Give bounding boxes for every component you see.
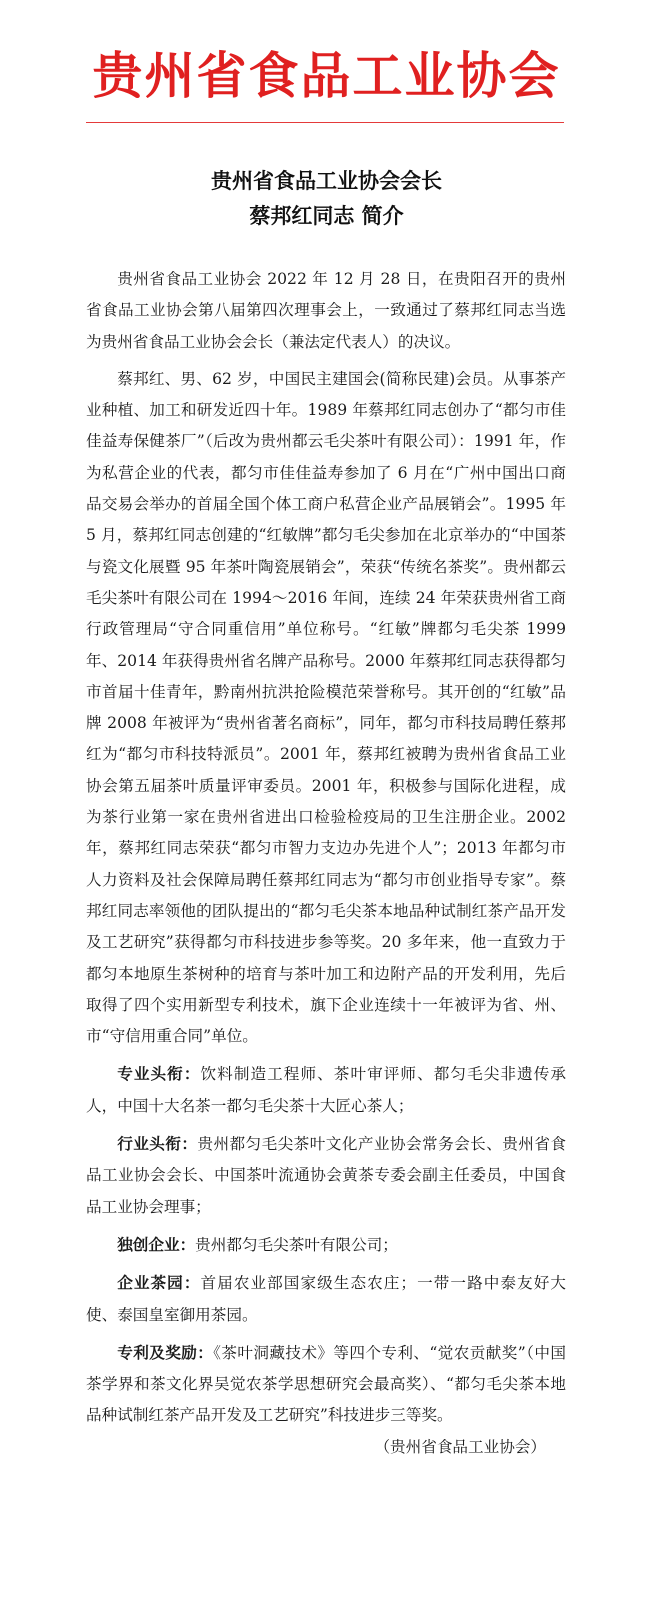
patents-awards-text: 《茶叶洞藏技术》等四个专利、“觉农贡献奖”（中国茶学界和茶文化界吴觉农茶学思想研究会最高奖）、“都匀毛尖茶本地品种试制红茶产品开发及工艺研究”科技进步三等奖。	[86, 1343, 566, 1425]
founded-enterprise-label: 独创企业：	[117, 1234, 196, 1254]
section-founded-enterprise	[86, 1229, 566, 1261]
section-industry-titles	[86, 1128, 566, 1223]
section-professional-titles	[86, 1058, 566, 1122]
industry-titles-text: 贵州都匀毛尖茶叶文化产业协会常务会长、贵州省食品工业协会会长、中国茶叶流通协会黄茶专委会副主任委员，中国食品工业协会理事；	[86, 1135, 566, 1216]
patents-awards-label: 专利及奖励：	[117, 1342, 214, 1362]
masthead-organization-name: 贵州省食品工业协会	[92, 47, 561, 105]
founded-enterprise-text: 贵州都匀毛尖茶叶有限公司；	[195, 1235, 398, 1254]
document-title-line-1: 贵州省食品工业协会会长	[211, 169, 442, 193]
paragraph-biography: 蔡邦红、男、62 岁，中国民主建国会(简称民建)会员。从事茶产业种植、加工和研发近四十年。1989 年蔡邦红同志创办了“都匀市佳佳益寿保健茶厂”（后改为贵州都云毛尖茶叶有限公司）：1991 年，作为私营企业的代表，都匀市佳佳益寿参加了 6 月在“广州中国出口商品交易会举办的首届全国个体工商户私营企业产品展销会”。1995 年 5 月，蔡邦红同志创建的“红敏牌”都匀毛尖参加在北京举办的“中国茶与瓷文化展暨 95 年茶叶陶瓷展销会”，荣获“传统名茶奖”。贵州都云毛尖茶叶有限公司在 1994～2016 年间，连续 24 年荣获贵州省工商行政管理局“守合同重信用”单位称号。“红敏”牌都匀毛尖茶 1999 年、2014 年获得贵州省名牌产品称号。2000 年蔡邦红同志获得都匀市首届十佳青年，黔南州抗洪抢险模范荣誉称号。其开创的“红敏”品牌 2008 年被评为“贵州省著名商标”，同年，都匀市科技局聘任蔡邦红为“都匀市科技特派员”。2001 年，蔡邦红被聘为贵州省食品工业协会第五届茶叶质量评审委员。2001 年，积极参与国际化进程，成为茶行业第一家在贵州省进出口检验检疫局的卫生注册企业。2002 年，蔡邦红同志荣获“都匀市智力支边办先进个人”；2013 年都匀市人力资料及社会保障局聘任蔡邦红同志为“都匀市创业指导专家”。蔡邦红同志率领他的团队提出的“都匀毛尖茶本地品种试制红茶产品开发及工艺研究”获得都匀市科技进步参等奖。20 多年来，他一直致力于都匀本地原生茶树种的培育与茶叶加工和边附产品的开发利用，先后取得了四个实用新型专利技术，旗下企业连续十一年被评为省、州、市“守信用重合同”单位。	[86, 369, 566, 1046]
professional-titles-label: 专业头衔：	[117, 1064, 201, 1084]
document-body	[86, 264, 566, 1469]
document-title-line-2: 蔡邦红同志 简介	[249, 204, 404, 228]
section-patents-awards	[86, 1337, 566, 1463]
industry-titles-label: 行业头衔：	[117, 1134, 198, 1154]
tea-garden-label: 企业茶园：	[117, 1273, 201, 1293]
signature: （贵州省食品工业协会）	[374, 1437, 546, 1456]
professional-titles-text: 饮料制造工程师、茶叶审评师、都匀毛尖非遗传承人，中国十大名茶一都匀毛尖茶十大匠心茶人；	[86, 1065, 566, 1115]
masthead-red-divider	[86, 122, 564, 123]
paragraph-election: 贵州省食品工业协会 2022 年 12 月 28 日，在贵阳召开的贵州省食品工业协会第八届第四次理事会上，一致通过了蔡邦红同志当选为贵州省食品工业协会会长（兼法定代表人）的决议。	[86, 270, 566, 351]
section-tea-garden	[86, 1267, 566, 1331]
tea-garden-text: 首届农业部国家级生态农庄；一带一路中泰友好大使、泰国皇室御用茶园。	[86, 1274, 566, 1324]
